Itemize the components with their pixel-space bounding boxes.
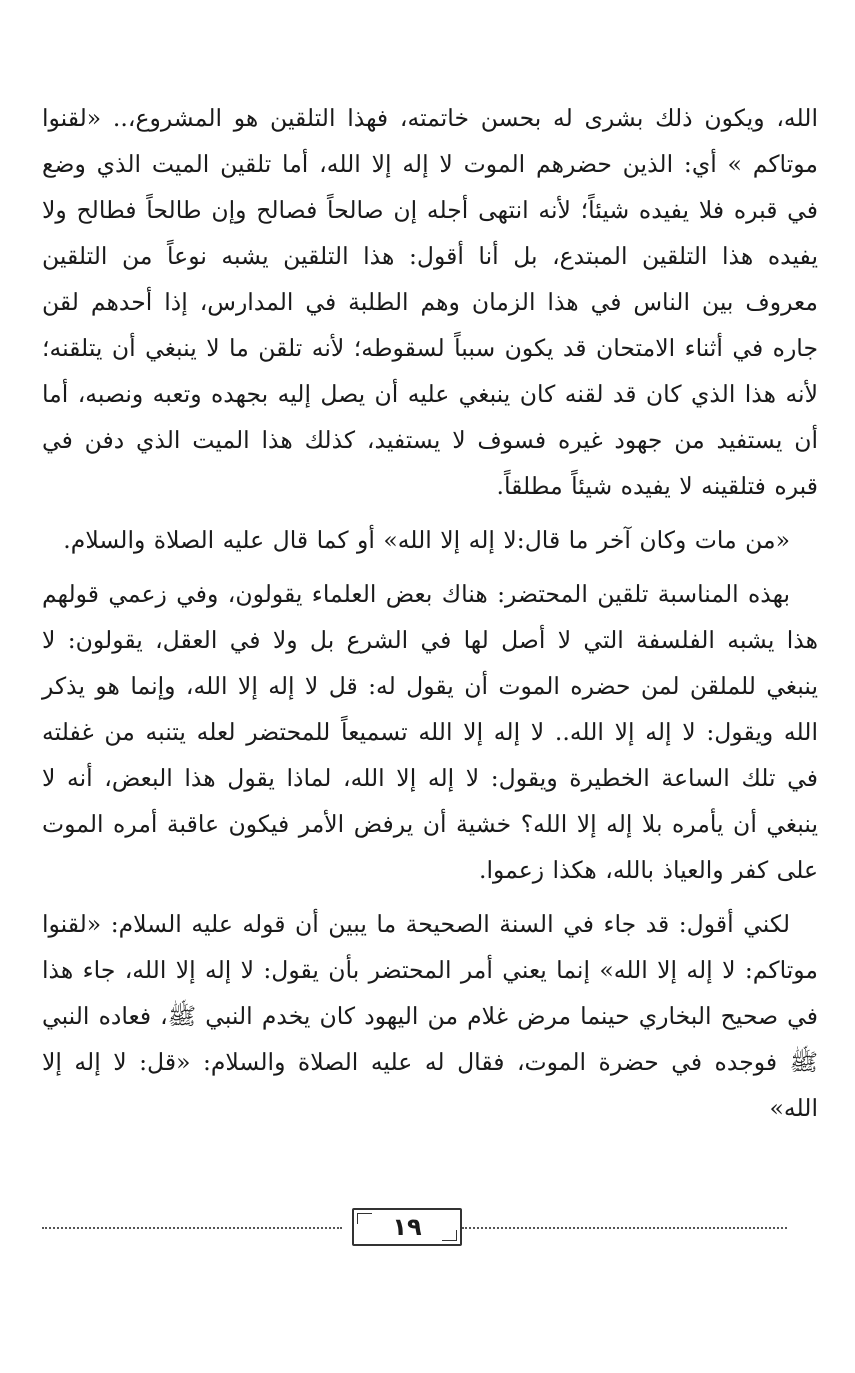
paragraph-2: «من مات وكان آخر ما قال:لا إله إلا الله» أو كما قال عليه الصلاة والسلام. — [63, 526, 790, 554]
footer-dotted-rule-left — [42, 1227, 342, 1229]
footer-dotted-rule-right — [462, 1227, 787, 1229]
page-number: ١٩ — [392, 1213, 422, 1241]
paragraph-1: الله، ويكون ذلك بشرى له بحسن خاتمته، فهذا التلقين هو المشروع،.. «لقنوا موتاكم » أي: الذين حضرهم الموت لا إله إلا الله، أما تلقين الميت الذي وضع في قبره فلا يفيده شيئاً؛ لأنه انتهى أجله إن صالحاً فصالح وإن طالحاً فطالح ولا يفيده هذا التلقين المبتدع، بل أنا أقول: هذا التلقين يشبه نوعاً من التلقين معروف بين الناس في هذا الزمان وهم الطلبة في المدارس، إذا أحدهم لقن جاره في أثناء الامتحان قد يكون سبباً لسقوطه؛ لأنه تلقن ما لا ينبغي أن يتلقنه؛ لأنه هذا الذي كان قد لقنه كان ينبغي عليه أن يصل إليه بجهده وتعبه ونصبه، أما أن يستفيد من جهود غيره فسوف لا يستفيد، كذلك هذا الميت الذي دفن في قبره فتلقينه لا يفيده شيئاً مطلقاً. — [42, 104, 818, 500]
paragraph-4: لكني أقول: قد جاء في السنة الصحيحة ما يبين أن قوله عليه السلام: «لقنوا موتاكم: لا إله إلا الله» إنما يعني أمر المحتضر بأن يقول: لا إله إلا الله، جاء هذا في صحيح البخاري حينما مرض غلام من اليهود كان يخدم النبي ﷺ، فعاده النبي ﷺ فوجده في حضرة الموت، فقال له عليه الصلاة والسلام: «قل: لا إله إلا الله» — [42, 910, 818, 1122]
page-number-frame — [352, 1208, 462, 1246]
paragraph-3: بهذه المناسبة تلقين المحتضر: هناك بعض العلماء يقولون، وفي زعمي قولهم هذا يشبه الفلسفة التي لا أصل لها في الشرع بل ولا في العقل، يقولون: لا ينبغي للملقن لمن حضره الموت أن يقول له: قل لا إله إلا الله، وإنما هو يذكر الله ويقول: لا إله إلا الله.. لا إله إلا الله تسميعاً للمحتضر لعله يتنبه من غفلته في تلك الساعة الخطيرة ويقول: لا إله إلا الله، لماذا يقول هذا البعض، أنه لا ينبغي أن يأمره بلا إله إلا الله؟ خشية أن يرفض الأمر فيكون عاقبة أمره الموت على كفر والعياذ بالله، هكذا زعموا. — [42, 580, 818, 884]
page-body — [42, 95, 818, 1131]
page-footer — [42, 1208, 787, 1248]
